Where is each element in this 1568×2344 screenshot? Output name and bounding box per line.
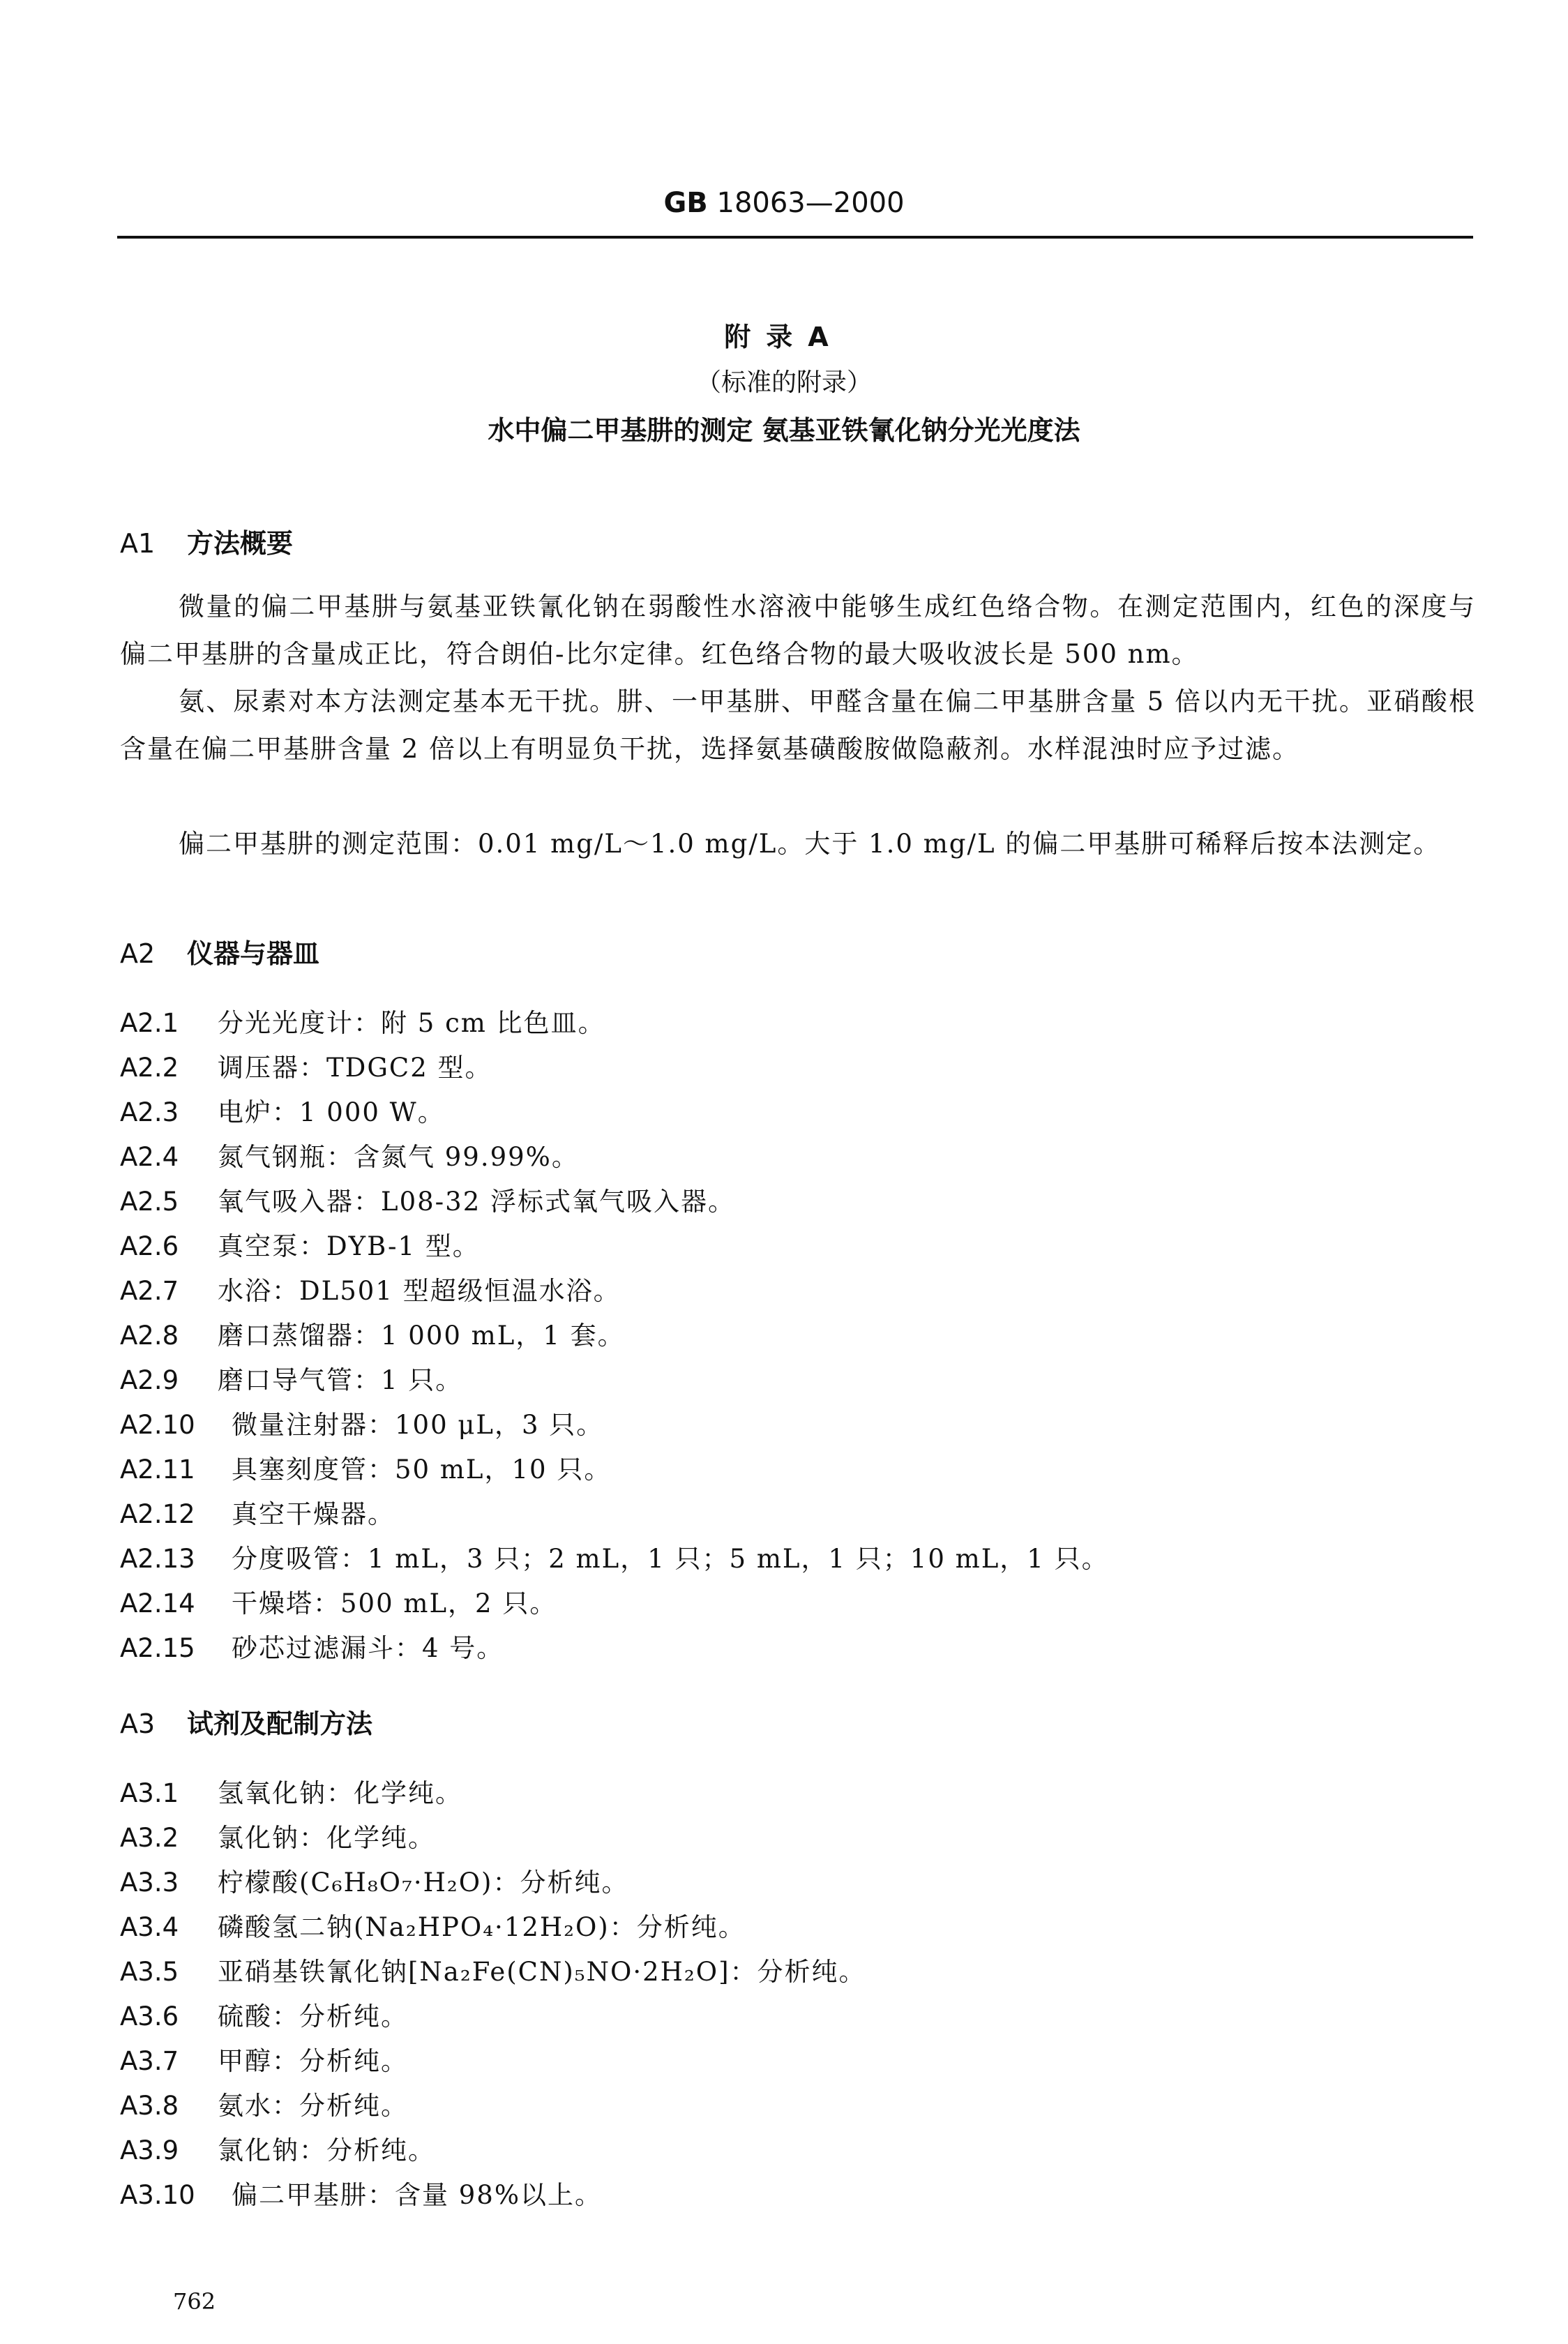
list-item xyxy=(120,1772,462,1810)
list-item xyxy=(120,1225,480,1263)
item-text: 分光光度计：附 5 cm 比色皿。 xyxy=(218,1008,605,1038)
standard-header xyxy=(0,187,1568,219)
item-text: 砂芯过滤漏斗：4 号。 xyxy=(232,1633,504,1663)
section-title: 试剂及配制方法 xyxy=(187,1708,373,1739)
item-number: A3.9 xyxy=(120,2135,179,2165)
list-item xyxy=(120,1906,746,1944)
item-number: A2.15 xyxy=(120,1633,195,1663)
item-text: 氯化钠：分析纯。 xyxy=(218,2135,435,2165)
item-number: A2.9 xyxy=(120,1365,179,1395)
item-text: 真空干燥器。 xyxy=(232,1499,395,1529)
item-number: A3.7 xyxy=(120,2046,179,2076)
standard-prefix: GB xyxy=(663,187,708,219)
item-number: A2.12 xyxy=(120,1499,195,1529)
section-heading-a3 xyxy=(120,1702,372,1741)
list-item xyxy=(120,1002,605,1039)
list-item xyxy=(120,1180,735,1218)
item-text: 水浴：DL501 型超级恒温水浴。 xyxy=(218,1276,621,1306)
item-number: A3.2 xyxy=(120,1823,179,1853)
section-number: A3 xyxy=(120,1708,156,1739)
page-number: 762 xyxy=(173,2288,216,2315)
section-title: 方法概要 xyxy=(187,528,294,559)
item-text: 磷酸氢二钠(Na₂HPO₄·12H₂O)：分析纯。 xyxy=(218,1912,746,1942)
list-item xyxy=(120,1091,445,1129)
item-text: 电炉：1 000 W。 xyxy=(218,1097,445,1127)
list-item xyxy=(120,1861,628,1899)
list-item xyxy=(120,1582,557,1620)
item-text: 分度吸管：1 mL，3 只；2 mL，1 只；5 mL，1 只；10 mL，1 只。 xyxy=(232,1544,1109,1574)
item-text: 偏二甲基肼：含量 98%以上。 xyxy=(232,2180,602,2210)
item-number: A2.8 xyxy=(120,1321,179,1351)
list-item xyxy=(120,1538,1109,1575)
item-number: A3.10 xyxy=(120,2180,195,2210)
item-text: 氧气吸入器：L08-32 浮标式氧气吸入器。 xyxy=(218,1187,735,1217)
appendix-subtitle: （标准的附录） xyxy=(695,368,872,397)
list-item xyxy=(120,1270,621,1307)
item-text: 氢氧化钠：化学纯。 xyxy=(218,1778,462,1808)
list-item xyxy=(120,2084,408,2122)
item-number: A2.10 xyxy=(120,1410,195,1440)
item-text: 微量注射器：100 μL，3 只。 xyxy=(232,1410,604,1440)
item-text: 具塞刻度管：50 mL，10 只。 xyxy=(232,1455,612,1485)
section-heading-a2 xyxy=(120,932,319,970)
item-number: A2.5 xyxy=(120,1187,179,1217)
list-item xyxy=(120,1448,611,1486)
section-number: A1 xyxy=(120,528,156,559)
item-number: A2.2 xyxy=(120,1053,179,1083)
item-number: A2.6 xyxy=(120,1231,179,1261)
item-text: 氯化钠：化学纯。 xyxy=(218,1823,435,1853)
item-number: A3.3 xyxy=(120,1868,179,1898)
list-item xyxy=(120,2040,408,2078)
paragraph: 微量的偏二甲基肼与氨基亚铁氰化钠在弱酸性水溶液中能够生成红色络合物。在测定范围内，红色的深度与偏二甲基肼的含量成正比，符合朗伯-比尔定律。红色络合物的最大吸收波长是 500 nm。 xyxy=(120,592,1476,669)
list-item xyxy=(120,1404,603,1441)
list-item xyxy=(120,1951,866,1988)
item-text: 硫酸：分析纯。 xyxy=(218,2001,408,2031)
item-text: 氮气钢瓶：含氮气 99.99%。 xyxy=(218,1142,579,1172)
section-title: 仪器与器皿 xyxy=(187,938,320,969)
list-item xyxy=(120,2129,435,2167)
item-text: 亚硝基铁氰化钠[Na₂Fe(CN)₅NO·2H₂O]：分析纯。 xyxy=(218,1957,866,1987)
item-text: 干燥塔：500 mL，2 只。 xyxy=(232,1588,557,1618)
item-number: A2.14 xyxy=(120,1588,195,1618)
item-number: A2.3 xyxy=(120,1097,179,1127)
paragraph: 氨、尿素对本方法测定基本无干扰。肼、一甲基肼、甲醛含量在偏二甲基肼含量 5 倍以内无干扰。亚硝酸根含量在偏二甲基肼含量 2 倍以上有明显负干扰，选择氨基磺酸胺做隐蔽剂。水样混浊时应予过滤。 xyxy=(120,686,1476,764)
item-text: 磨口导气管：1 只。 xyxy=(218,1365,463,1395)
item-number: A2.13 xyxy=(120,1544,195,1574)
standard-number: 18063—2000 xyxy=(707,187,905,219)
section-number: A2 xyxy=(120,938,156,969)
item-number: A3.8 xyxy=(120,2091,179,2121)
list-item xyxy=(120,1359,462,1397)
appendix-title: 附录A xyxy=(724,322,844,352)
item-text: 调压器：TDGC2 型。 xyxy=(218,1053,492,1083)
list-item xyxy=(120,1493,395,1531)
list-item xyxy=(120,1136,579,1173)
item-number: A3.6 xyxy=(120,2001,179,2031)
section-heading-a1 xyxy=(120,522,293,560)
item-number: A2.1 xyxy=(120,1008,179,1038)
item-text: 磨口蒸馏器：1 000 mL，1 套。 xyxy=(218,1321,625,1351)
appendix-name: 水中偏二甲基肼的测定 氨基亚铁氰化钠分光光度法 xyxy=(488,415,1080,446)
item-number: A3.4 xyxy=(120,1912,179,1942)
item-text: 真空泵：DYB-1 型。 xyxy=(218,1231,480,1261)
item-text: 氨水：分析纯。 xyxy=(218,2091,408,2121)
header-rule xyxy=(117,236,1473,239)
list-item xyxy=(120,1995,408,2033)
item-number: A2.11 xyxy=(120,1455,195,1485)
item-text: 柠檬酸(C₆H₈O₇·H₂O)：分析纯。 xyxy=(218,1868,629,1898)
paragraph: 偏二甲基肼的测定范围：0.01 mg/L～1.0 mg/L。大于 1.0 mg/L 的偏二甲基肼可稀释后按本法测定。 xyxy=(179,829,1441,859)
item-number: A2.4 xyxy=(120,1142,179,1172)
list-item xyxy=(120,1627,504,1665)
item-text: 甲醇：分析纯。 xyxy=(218,2046,408,2076)
list-item xyxy=(120,2174,602,2211)
list-item xyxy=(120,1314,625,1352)
item-number: A3.5 xyxy=(120,1957,179,1987)
list-item xyxy=(120,1046,492,1084)
item-number: A2.7 xyxy=(120,1276,179,1306)
item-number: A3.1 xyxy=(120,1778,179,1808)
list-item xyxy=(120,1817,435,1854)
